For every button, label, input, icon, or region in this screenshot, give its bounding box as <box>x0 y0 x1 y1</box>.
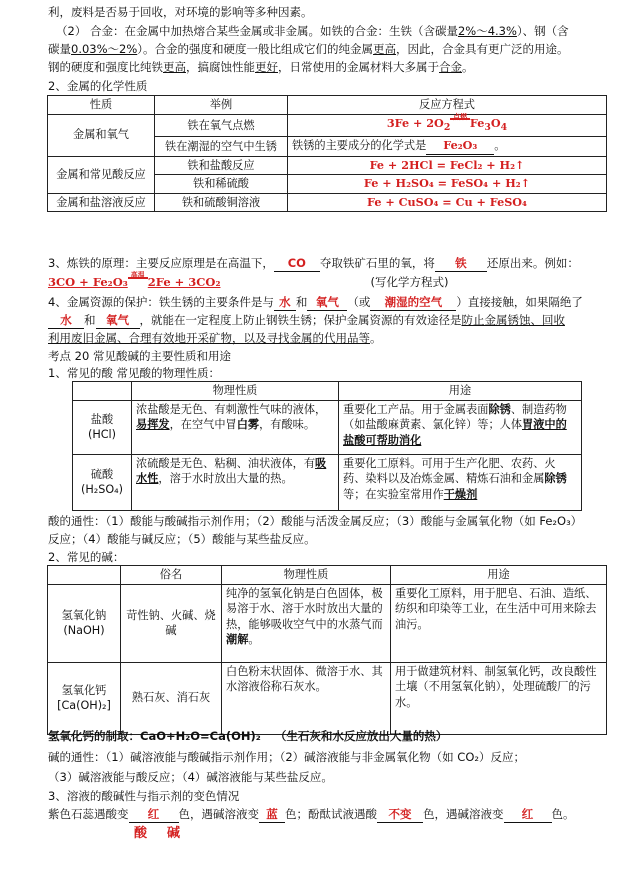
table-cell: 白色粉末状固体、微溶于水、其水溶液俗称石灰水。 <box>222 662 391 734</box>
equation-cell <box>288 111 607 137</box>
table-cell: 重要化工产品。用于金属表面除锈、制造药物（如盐酸麻黄素、氯化锌）等；人体胃液中的盐酸可帮助消化 <box>339 400 582 454</box>
table-row <box>73 454 582 510</box>
table-row <box>48 193 607 212</box>
base-properties-line-2: （3）碱溶液能与酸反应；（4）碱溶液能与某些盐反应。 <box>48 770 333 784</box>
section-heading: 2、金属的化学性质 <box>48 79 148 93</box>
acid-properties-line-2: 反应；（4）酸能与碱反应；（5）酸能与某些盐反应。 <box>48 532 316 546</box>
section-heading: 2、常见的碱： <box>48 550 125 564</box>
acid-properties-line: 酸的通性：（1）酸能与酸碱指示剂作用；（2）酸能与活泼金属反应；（3）酸能与金属氧化物（如 Fe₂O₃） <box>48 514 583 528</box>
table-cell: 浓盐酸是无色、有刺激性气味的液体，易挥发，在空气中冒白雾，有酸味。 <box>132 400 339 454</box>
equation-cell: Fe + H₂SO₄ = FeSO₄ + H₂↑ <box>288 175 607 194</box>
table-cell: 纯净的氢氧化钠是白色固体，极易溶于水、溶于水时放出大量的热，能够吸收空气中的水蒸气而潮解。 <box>222 584 391 662</box>
alloy-line-3: 钢的硬度和强度比纯铁更高，搞腐蚀性能更好，日常使用的金属材料大多属于合金。 <box>48 60 474 74</box>
base-table <box>47 565 607 735</box>
table-cell: 浓硫酸是无色、粘稠、油状液体，有吸水性，溶于水时放出大量的热。 <box>132 454 339 510</box>
table-row <box>48 584 607 662</box>
table-header: 物理性质 <box>132 382 339 401</box>
table-cell: 熟石灰、消石灰 <box>121 662 222 734</box>
table-cell: 苛性钠、火碱、烧碱 <box>121 584 222 662</box>
text-line: 利，废料是否易于回收，对环境的影响等多种因素。 <box>48 5 313 19</box>
table-cell: 金属和常见酸反应 <box>48 156 155 193</box>
table-cell: 重要化工原料。可用于生产化肥、农药、火药、染料以及冶炼金属、精炼石油和金属除锈等；在实验室常用作干燥剂 <box>339 454 582 510</box>
smelting-line: 3、炼铁的原理：主要反应原理是在高温下， CO 夺取铁矿石里的氧，将 铁 还原出来。例如： <box>48 256 579 270</box>
table-row <box>48 662 607 734</box>
table-header: 性质 <box>48 96 155 115</box>
protection-line-2: 水 和 氧气 ，就能在一定程度上防止钢铁生锈；保护金属资源的有效途径是防止金属锈蚀、回收 <box>48 312 565 329</box>
table-row <box>48 114 607 137</box>
table-cell: 用于做建筑材料、制氢氧化钙，改良酸性土壤（不用氢氧化钠），处理硫酸厂的污水。 <box>391 662 607 734</box>
table-header: 用途 <box>391 566 607 585</box>
table-cell: 铁在潮湿的空气中生锈 <box>155 137 288 157</box>
table-header: 物理性质 <box>222 566 391 585</box>
table-header-row <box>48 96 607 115</box>
alloy-line: （2） 合金：在金属中加热熔合某些金属或非金属。如铁的合金：生铁（含碳量2%～4.3%）、钢（含 <box>56 24 569 38</box>
alloy-line-2: 碳量0.03%～2%）。合金的强度和硬度一般比组成它们的纯金属更高，因此，合金具有更广泛的用途。 <box>48 42 569 56</box>
table-cell: 氢氧化钙 [Ca(OH)₂] <box>48 662 121 734</box>
handwritten-note: 酸 碱 <box>134 826 181 841</box>
table-cell: 重要化工原料，用于肥皂、石油、造纸、纺织和印染等工业，在生活中可用来除去油污。 <box>391 584 607 662</box>
table-cell: 铁和硫酸铜溶液 <box>155 193 288 212</box>
table-cell: 硫酸 (H₂SO₄) <box>73 454 132 510</box>
table-cell: 金属和氧气 <box>48 114 155 156</box>
equation-cell: Fe + CuSO₄ = Cu + FeSO₄ <box>288 193 607 212</box>
table-header <box>48 566 121 585</box>
table-cell: 铁在氧气点燃 <box>155 114 288 137</box>
table-cell: 铁和稀硫酸 <box>155 175 288 194</box>
section-heading: 3、溶液的酸碱性与指示剂的变色情况 <box>48 789 240 803</box>
section-heading: 考点 20 常见酸碱的主要性质和用途 <box>48 349 231 363</box>
equation: $3Fe + 2O_2$ 点燃 $Fe_3O_4$ <box>386 111 508 133</box>
section-heading: 1、常见的酸 常见酸的物理性质： <box>48 366 220 380</box>
table-header: 俗名 <box>121 566 222 585</box>
protection-line: 4、金属资源的保护：铁生锈的主要条件是与 水 和 氧气 （或 潮湿的空气 ）直接接触，如果隔绝了 <box>48 295 583 309</box>
table-header: 举例 <box>155 96 288 115</box>
table-cell: 金属和盐溶液反应 <box>48 193 155 212</box>
indicator-line: 紫色石蕊遇酸变 红 色，遇碱溶液变 蓝 色；酚酞试液遇酸 不变 色，遇碱溶液变 红 色。 <box>48 807 575 821</box>
table-cell: 盐酸 (HCl) <box>73 400 132 454</box>
caoh-preparation-line: 氢氧化钙的制取：CaO+H₂O=Ca(OH)₂ （生石灰和水反应放出大量的热） <box>48 729 448 743</box>
table-header-row <box>48 566 607 585</box>
table-row <box>48 156 607 175</box>
metal-properties-table <box>47 95 607 212</box>
table-cell: 铁锈的主要成分的化学式是 Fe₂O₃ 。 <box>288 137 607 157</box>
table-header-row <box>73 382 582 401</box>
equation: 3CO + Fe₂O₃ 高温 2Fe + 3CO₂ <box>48 270 221 289</box>
table-header: 用途 <box>339 382 582 401</box>
protection-line-3: 利用废旧金属、合理有效地开采矿物，以及寻找金属的代用品等。 <box>48 331 382 345</box>
acid-table <box>72 381 582 511</box>
table-row <box>73 400 582 454</box>
table-cell: 氢氧化钠 (NaOH) <box>48 584 121 662</box>
base-properties-line: 碱的通性：（1）碱溶液能与酸碱指示剂作用；（2）碱溶液能与非金属氧化物（如 CO₂）反应； <box>48 750 525 764</box>
table-header <box>73 382 132 401</box>
equation-cell: Fe + 2HCl = FeCl₂ + H₂↑ <box>288 156 607 175</box>
smelting-equation-line: 3CO + Fe₂O₃ 高温 2Fe + 3CO₂ (写化学方程式) <box>48 270 449 289</box>
table-cell: 铁和盐酸反应 <box>155 156 288 175</box>
table-header: 反应方程式 <box>288 96 607 115</box>
